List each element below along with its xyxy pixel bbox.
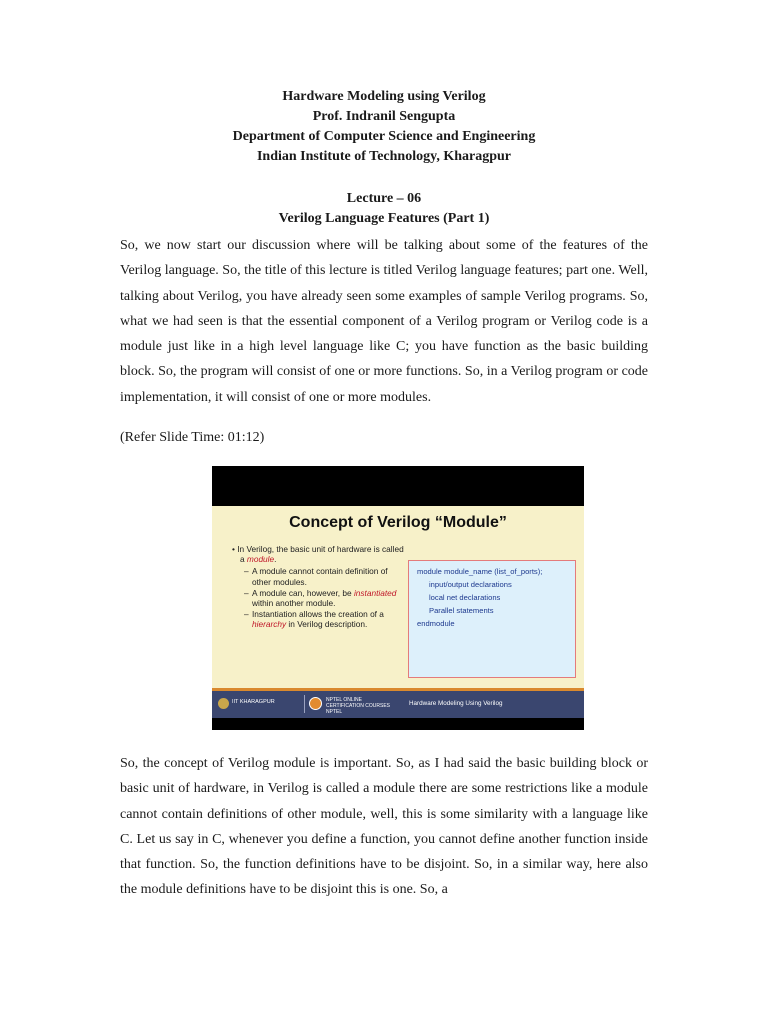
- iit-logo-icon: [218, 698, 229, 709]
- module-syntax-box: [408, 560, 576, 678]
- highlight-hierarchy: hierarchy: [252, 619, 287, 630]
- nptel-logo-icon: [309, 697, 322, 710]
- paragraph-1: So, we now start our discussion where will be talking about some of the features of the Verilog language. So, the title of this lecture is titled Verilog language features; part one. Well, talking about Verilog, you have already seen some examples of sample Verilog programs. So, what we had seen is that the essential component of a Verilog program or Verilog code is a module just like in a high level language like C; you have function as the basic building block. So, the program will consist of one or more functions. So, in a Verilog program or code implementation, it will consist of one or more modules.: [120, 238, 648, 405]
- paragraph-2: So, the concept of Verilog module is important. So, as I had said the basic building block or basic unit of hardware, in Verilog is called a module there are some restrictions like a module cannot contain definitions of other module, well, this is some similarity with a language like C. Let us say in C, whenever you define a function, you cannot define another function inside that function. So, the function definitions have to be disjoint. So, in a similar way, here also the module definitions have to be disjoint this is one. So, a: [120, 756, 648, 898]
- code-line-3: local net declarations: [429, 593, 501, 602]
- footer-divider: [304, 695, 305, 713]
- bullet-main: • In Verilog, the basic unit of hardware is called a module.: [232, 544, 404, 565]
- code-line-2: input/output declarations: [429, 580, 512, 589]
- code-line-5: endmodule: [417, 619, 455, 628]
- professor-name: Prof. Indranil Sengupta: [312, 109, 456, 124]
- highlight-module: module: [246, 554, 275, 565]
- refer-slide-time: (Refer Slide Time: 01:12): [120, 430, 265, 445]
- slide-body: [212, 506, 584, 688]
- sub-bullet-3: – Instantiation allows the creation of a hierarchy in Verilog description.: [244, 609, 384, 630]
- document-header: [0, 87, 768, 229]
- footer-institute: IIT KHARAGPUR: [232, 699, 275, 705]
- highlight-instantiated: instantiated: [353, 587, 397, 598]
- footer-nptel: NPTEL ONLINE CERTIFICATION COURSES NPTEL: [326, 697, 390, 715]
- code-line-1: module module_name (list_of_ports);: [417, 567, 543, 576]
- lecture-slide: [212, 466, 584, 730]
- sub-bullet-2: – A module can, however, be instantiated within another module.: [244, 587, 397, 609]
- slide-bullets: [228, 544, 408, 631]
- institute-name: Indian Institute of Technology, Kharagpur: [256, 149, 511, 164]
- slide-title: Concept of Verilog “Module”: [289, 514, 507, 531]
- course-title: Hardware Modeling using Verilog: [282, 89, 486, 104]
- footer-course-name: Hardware Modeling Using Verilog: [409, 700, 503, 707]
- lecture-number: Lecture – 06: [346, 191, 422, 206]
- department-name: Department of Computer Science and Engineering: [232, 129, 536, 144]
- lecture-topic: Verilog Language Features (Part 1): [278, 211, 490, 226]
- sub-bullet-1: – A module cannot contain definition of other modules.: [244, 566, 388, 587]
- code-line-4: Parallel statements: [429, 606, 494, 615]
- slide-footer: [212, 688, 584, 718]
